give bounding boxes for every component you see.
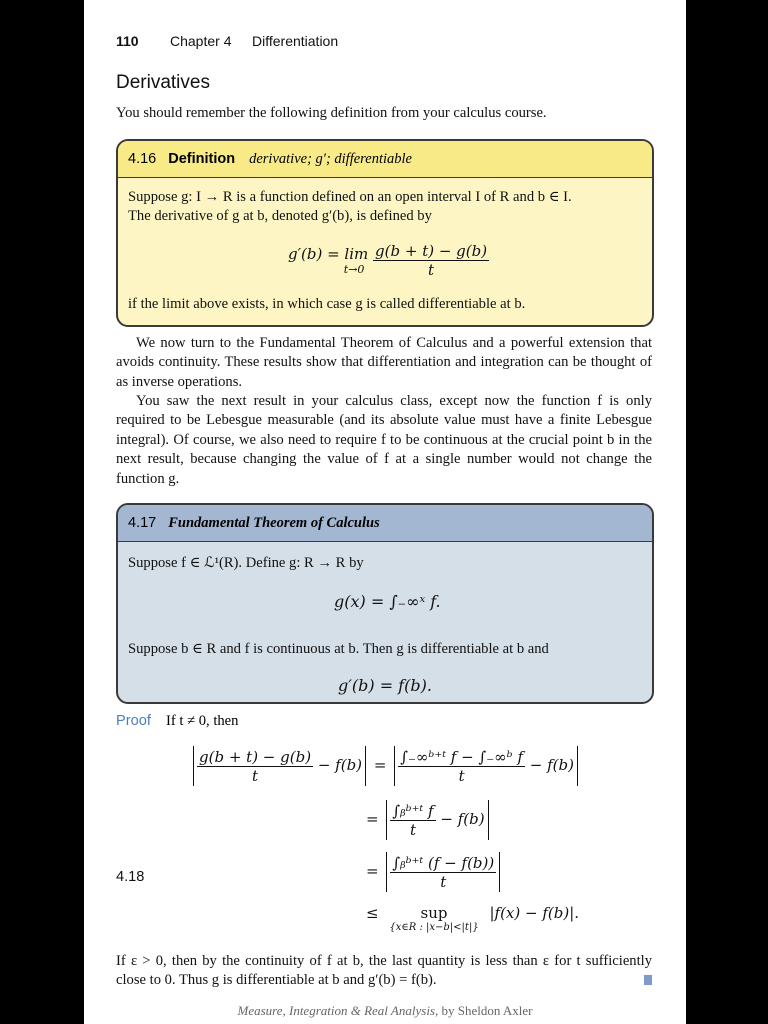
theorem-line2: Suppose b ∈ R and f is continuous at b. Then g is differentiable at b and [128,641,549,657]
row2-denominator: t [409,820,416,839]
proof-conclusion: If ε > 0, then by the continuity of f at b, the last quantity is less than ε for t sufficiently close to 0. Thus g is differentiable at b and g′(b) = f(b). [116,953,652,989]
section-title: Derivatives [116,72,210,93]
proof-intro: If t ≠ 0, then [166,713,239,729]
theorem-line1: Suppose f ∈ ℒ¹(R). Define g: R → R by [128,555,364,571]
row1-lhs-numerator: g(b + t) − g(b) [199,747,312,766]
proof-row-3 [366,852,503,892]
theorem-formula-1: g(x) = ∫₋∞ˣ f. [334,592,441,611]
definition-kind: Definition [168,151,236,167]
definition-line2: The derivative of g at b, denoted g′(b), is defined by [128,208,432,224]
row2-tail: − f(b) [440,810,485,828]
derivative-formula [288,242,489,279]
row1-rhs-fraction [398,748,525,785]
page [84,0,686,1024]
row1-rhs-numerator: ∫₋∞ᵇ⁺ᵗ f − ∫₋∞ᵇ f [400,747,523,766]
row1-rhs-tail: − f(b) [529,756,574,774]
theorem-box [116,503,654,704]
row3-numerator: ∫ᵦᵇ⁺ᵗ (f − f(b)) [392,853,495,872]
chapter-title: Differentiation [252,33,339,49]
formula-limit-sub: t→0 [343,263,365,276]
proof-label: Proof [116,713,151,729]
definition-box [116,139,654,327]
definition-title: derivative; g′; differentiable [249,150,412,167]
row1-lhs-tail: − f(b) [317,756,363,774]
footer-book-title: Measure, Integration & Real Analysis [237,1003,435,1018]
theorem-number: 4.17 [128,515,157,531]
formula-fraction [373,242,489,279]
row1-relation: = [373,756,387,774]
theorem-formula-2: g′(b) = f(b). [338,676,432,695]
definition-line1: Suppose g: I → R is a function defined on an open interval I of R and b ∈ I. [128,189,572,205]
qed-square-icon [644,975,652,985]
row1-lhs-fraction [197,748,313,785]
row1-rhs-denominator: t [458,766,465,785]
definition-header [118,141,652,178]
row2-fraction [390,802,435,839]
row1-lhs-denominator: t [252,766,259,785]
formula-lhs: g′(b) = lim [288,245,369,263]
row3-denominator: t [440,872,447,891]
equation-number: 4.18 [116,869,145,885]
definition-closing: if the limit above exists, in which case g is called differentiable at b. [128,296,526,312]
formula-numerator: g(b + t) − g(b) [375,242,488,260]
proof-row-1 [190,746,581,786]
row3-fraction [390,854,496,891]
row4-expression: |f(x) − f(b)|. [489,904,580,922]
formula-denominator: t [428,261,435,279]
paragraph-2: You saw the next result in your calculus class, except now the function f is only required to be Lebesgue measurable (and its absolute value must have a finite Lebesgue integral). Of course, we also need to require f to be continuous at the crucial point b in the next result, because changing the value of f at a single number would not change the function g. [116,393,652,487]
theorem-header [118,505,652,542]
row3-relation: = [366,862,379,880]
proof-row-2 [366,800,492,840]
row2-relation: = [366,810,379,828]
proof-row-4 [366,904,579,933]
page-number: 110 [116,33,139,49]
footer [84,1003,686,1019]
footer-byline: , by Sheldon Axler [435,1003,533,1018]
paragraph-1: We now turn to the Fundamental Theorem of Calculus and a powerful extension that avoids continuity. These results show that differentiation and integration can be thought of as inverse operations. [116,335,652,390]
row4-sup: sup [420,904,448,922]
intro-sentence: You should remember the following definition from your calculus course. [116,105,547,121]
row4-subscript: {x∈R : |x−b|<|t|} [389,922,479,933]
chapter-label: Chapter 4 [170,33,232,49]
definition-number: 4.16 [128,151,157,167]
theorem-title: Fundamental Theorem of Calculus [168,514,380,531]
row4-relation: ≤ [366,904,379,922]
row2-numerator: ∫ᵦᵇ⁺ᵗ f [392,801,434,820]
